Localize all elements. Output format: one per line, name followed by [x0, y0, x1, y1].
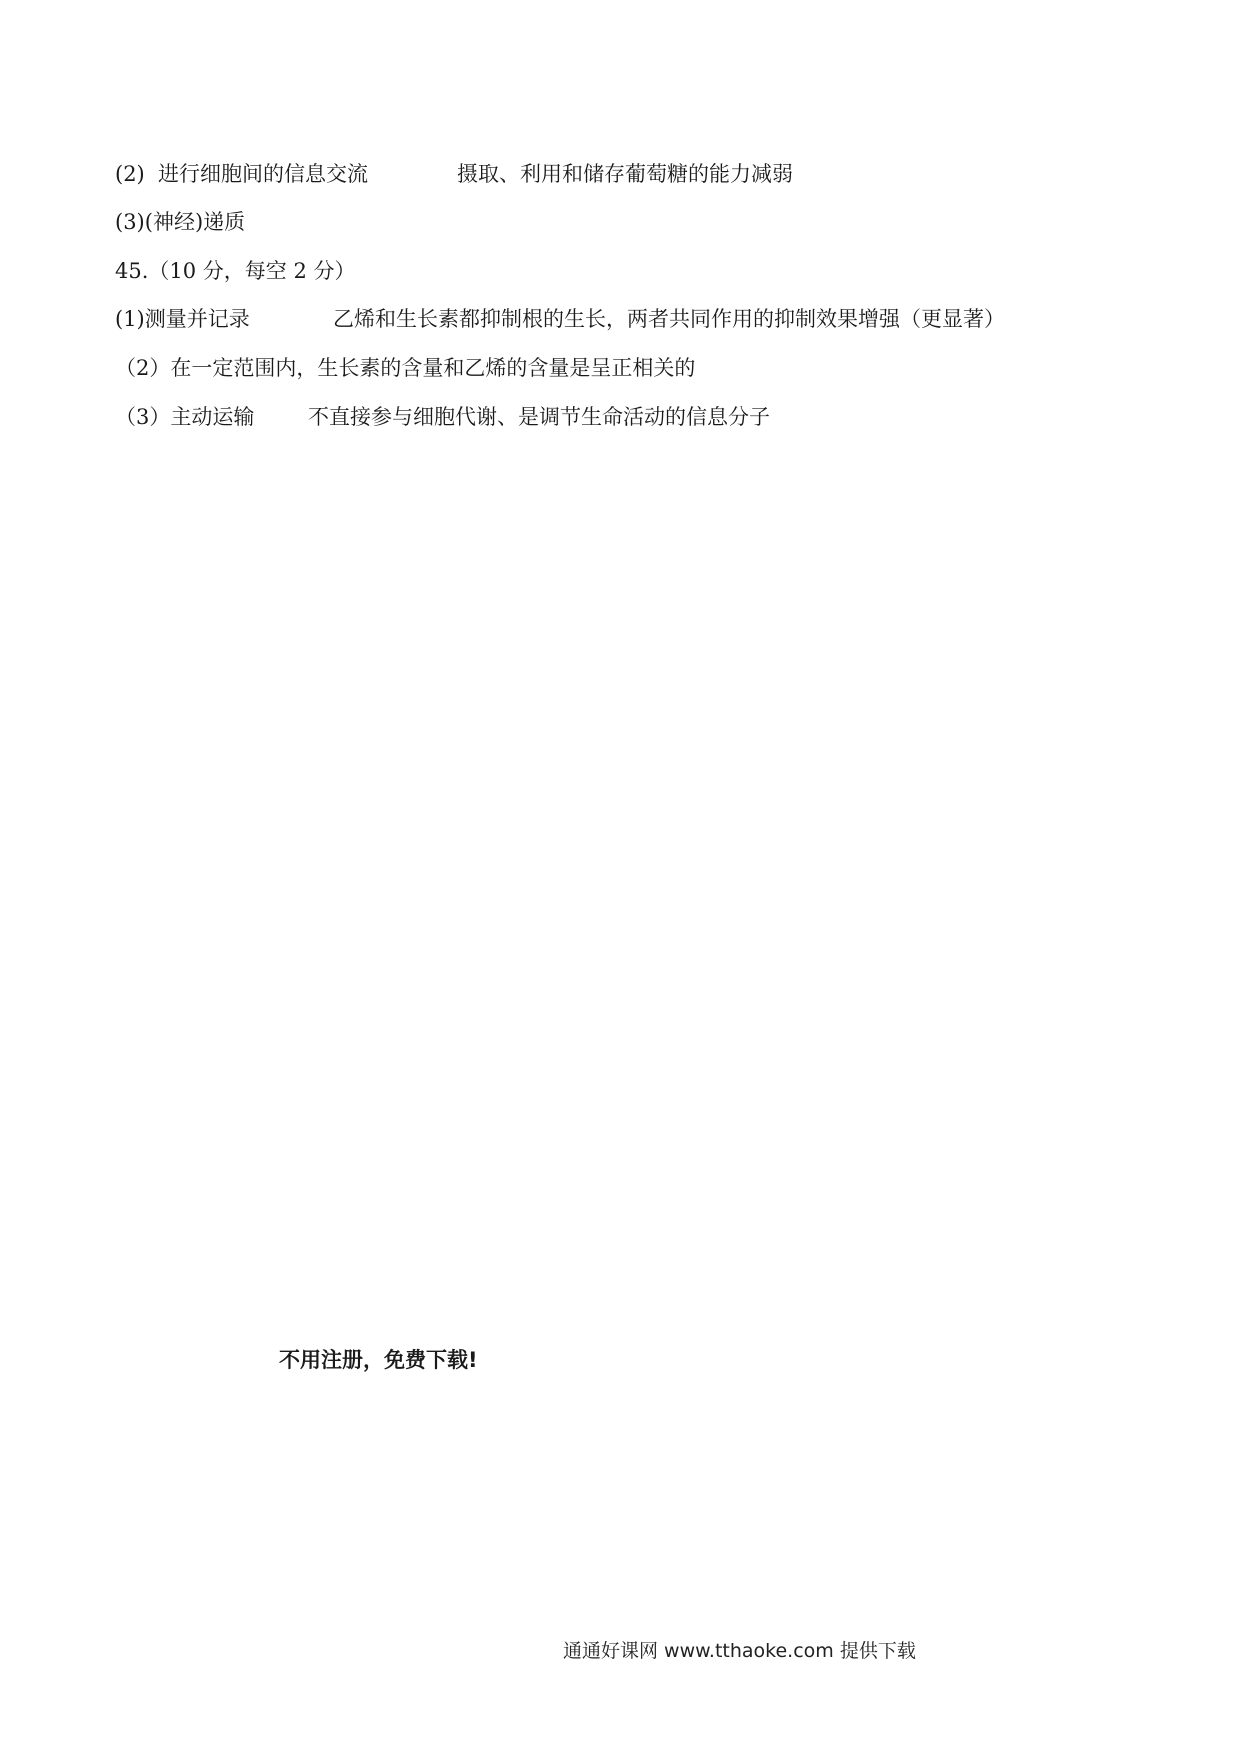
answer-text: 进行细胞间的信息交流 [158, 162, 368, 186]
answer-text: （2）在一定范围内，生长素的含量和乙烯的含量是呈正相关的 [115, 356, 696, 380]
question-45-header [115, 257, 356, 285]
promo-text: 不用注册，免费下载! [279, 1348, 478, 1372]
answer-text: （3）主动运输 [115, 405, 255, 429]
answer-line-45-part-1 [115, 305, 1035, 333]
answer-text: 摄取、利用和储存葡萄糖的能力减弱 [457, 162, 793, 186]
answer-text: (3)(神经)递质 [115, 210, 246, 234]
answer-line-2-part-2 [115, 160, 875, 188]
answer-line-45-part-2 [115, 354, 695, 382]
answer-line-2-part-3 [115, 208, 245, 236]
answer-text: (1)测量并记录 [115, 307, 250, 331]
answer-number: (2) [115, 162, 145, 186]
answer-text: 乙烯和生长素都抑制根的生长，两者共同作用的抑制效果增强（更显著） [333, 307, 1005, 331]
footer-credit: 通通好课网 www.tthaoke.com 提供下载 [563, 1640, 916, 1662]
answer-line-45-part-3 [115, 403, 815, 431]
question-header-text: 45.（10 分，每空 2 分） [115, 259, 356, 283]
answer-text: 不直接参与细胞代谢、是调节生命活动的信息分子 [308, 405, 770, 429]
